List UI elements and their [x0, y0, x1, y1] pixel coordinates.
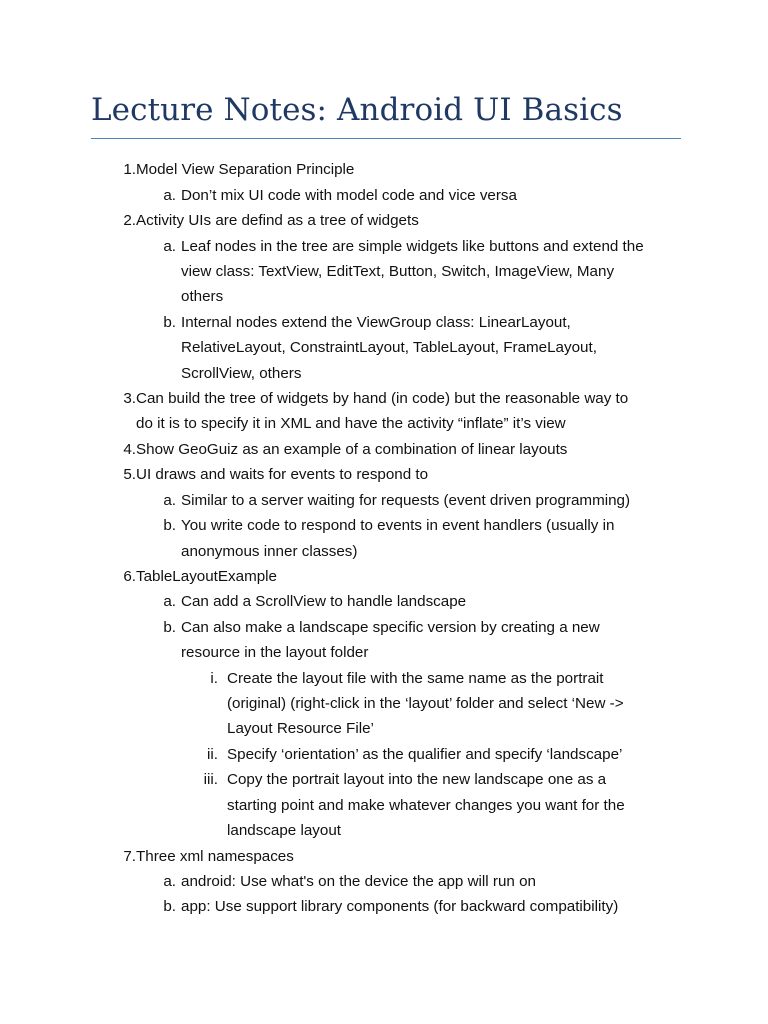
list-item-text: RelativeLayout, ConstraintLayout, TableLayout, FrameLayout,: [181, 339, 597, 356]
list-marker: b.: [163, 517, 176, 534]
list-item-text: anonymous inner classes): [181, 543, 358, 560]
list-marker: 3.: [123, 390, 136, 407]
list-marker: 4.: [123, 441, 136, 458]
list-marker: a.: [163, 238, 176, 255]
list-item-text: android: Use what's on the device the app will run on: [181, 873, 536, 890]
list-marker: i.: [210, 670, 218, 687]
title-underline: [91, 138, 681, 139]
list-item-text: Activity UIs are defind as a tree of widgets: [136, 212, 419, 229]
list-item-text: Similar to a server waiting for requests (event driven programming): [181, 492, 631, 509]
list-item-text: Don’t mix UI code with model code and vice versa: [181, 187, 517, 204]
list-item-text: app: Use support library components (for backward compatibility): [181, 898, 619, 915]
page-title: Lecture Notes: Android UI Basics: [91, 92, 623, 128]
list-marker: ii.: [207, 746, 218, 763]
list-marker: 1.: [123, 161, 136, 178]
list-item-text: starting point and make whatever changes you want for the: [227, 797, 625, 814]
list-item-text: Copy the portrait layout into the new landscape one as a: [227, 771, 607, 788]
list-marker: b.: [163, 619, 176, 636]
list-item-text: Specify ‘orientation’ as the qualifier and specify ‘landscape’: [227, 746, 623, 763]
list-marker: a.: [163, 873, 176, 890]
list-item-text: Show GeoGuiz as an example of a combination of linear layouts: [136, 441, 568, 458]
list-marker: b.: [163, 314, 176, 331]
list-marker: a.: [163, 492, 176, 509]
list-item-text: landscape layout: [227, 822, 341, 839]
list-item-text: Leaf nodes in the tree are simple widgets like buttons and extend the: [181, 238, 644, 255]
list-marker: iii.: [203, 771, 218, 788]
list-item-text: view class: TextView, EditText, Button, Switch, ImageView, Many: [181, 263, 615, 280]
list-item-text: Can also make a landscape specific version by creating a new: [181, 619, 600, 636]
list-marker: 5.: [123, 466, 136, 483]
list-marker: 6.: [123, 568, 136, 585]
list-item-text: You write code to respond to events in event handlers (usually in: [181, 517, 615, 534]
list-item-text: UI draws and waits for events to respond to: [136, 466, 429, 483]
list-item-text: Can build the tree of widgets by hand (in code) but the reasonable way to: [136, 390, 629, 407]
list-item-text: Layout Resource File’: [227, 720, 374, 737]
list-item-text: (original) (right-click in the ‘layout’ folder and select ‘New ->: [227, 695, 624, 712]
list-item-text: Model View Separation Principle: [136, 161, 355, 178]
list-marker: 7.: [123, 848, 136, 865]
list-item-text: resource in the layout folder: [181, 644, 369, 661]
list-item-text: ScrollView, others: [181, 365, 302, 382]
list-item-text: Internal nodes extend the ViewGroup class: LinearLayout,: [181, 314, 571, 331]
list-item-text: Three xml namespaces: [136, 848, 294, 865]
list-item-text: Create the layout file with the same name as the portrait: [227, 670, 604, 687]
list-item-text: do it is to specify it in XML and have the activity “inflate” it’s view: [136, 415, 566, 432]
list-item-text: Can add a ScrollView to handle landscape: [181, 593, 467, 610]
list-marker: 2.: [123, 212, 136, 229]
list-item-text: others: [181, 288, 224, 305]
list-item-text: TableLayoutExample: [136, 568, 277, 585]
list-marker: a.: [163, 593, 176, 610]
list-marker: a.: [163, 187, 176, 204]
list-marker: b.: [163, 898, 176, 915]
